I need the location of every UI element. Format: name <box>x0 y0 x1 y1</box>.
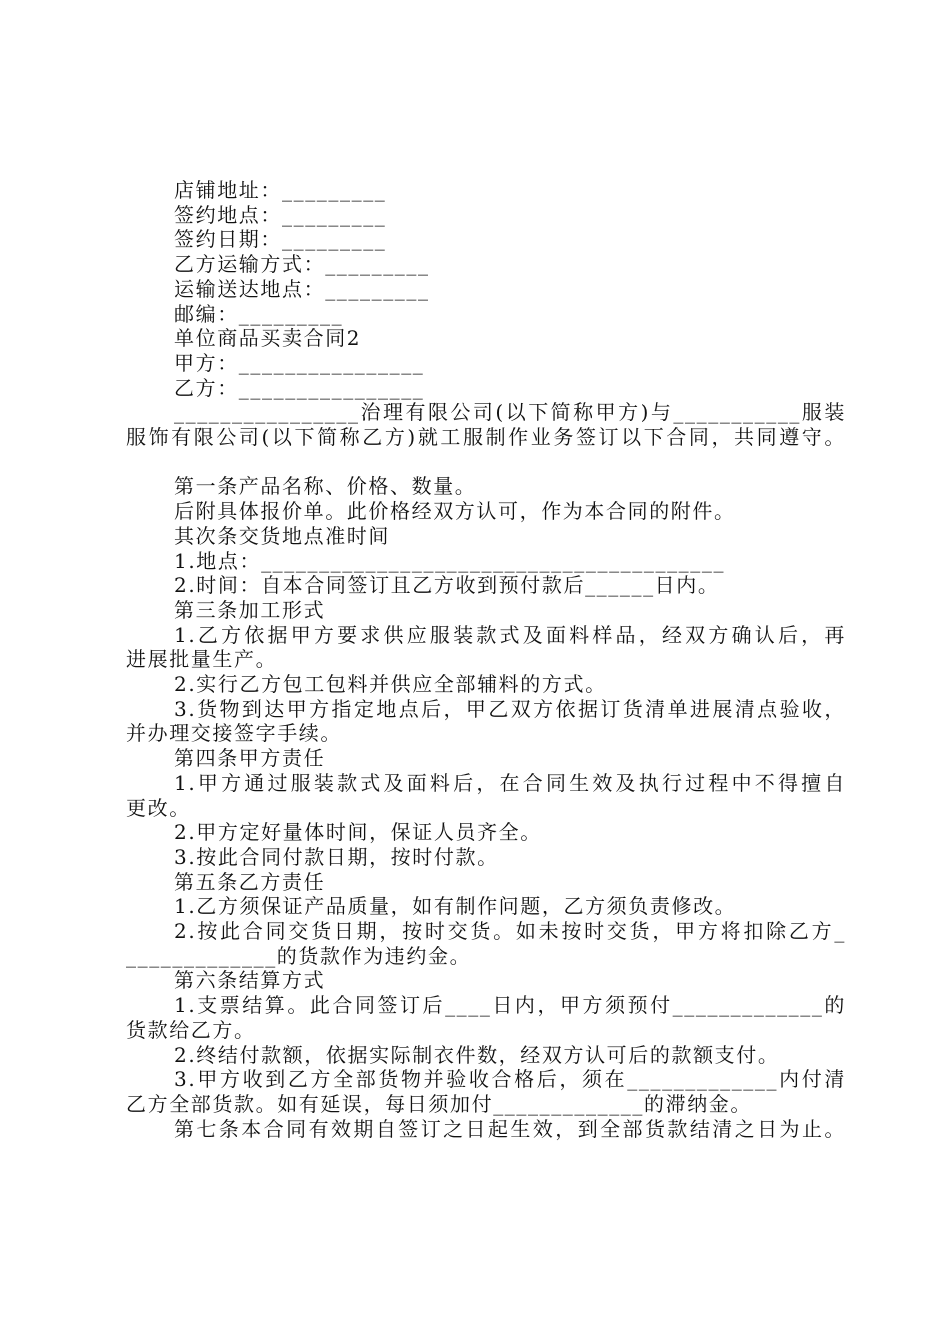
article-6-item-1-line-2: 货款给乙方。 <box>126 1017 256 1042</box>
article-3-item-1-line-2: 进展批量生产。 <box>126 647 278 672</box>
article-4-title: 第四条甲方责任 <box>174 746 326 771</box>
contract-title: 单位商品买卖合同2 <box>174 326 362 351</box>
article-3-item-1-line-1: 1.乙方依据甲方要求供应服装款式及面料样品，经双方确认后，再 <box>174 622 846 647</box>
field-postcode: 邮编：_________ <box>174 301 344 326</box>
article-5-item-2-line-1: 2.按此合同交货日期，按时交货。如未按时交货，甲方将扣除乙方_ <box>174 919 846 944</box>
article-2-place: 1.地点：________________________________________ <box>174 548 726 573</box>
intro-paragraph-line-1: ________________治理有限公司(以下简称甲方)与___________服装 <box>174 400 846 425</box>
article-6-item-3-line-2: 乙方全部货款。如有延误，每日须加付_____________的滞纳金。 <box>126 1092 752 1116</box>
article-5-title: 第五条乙方责任 <box>174 869 326 894</box>
article-1-text: 后附具体报价单。此价格经双方认可，作为本合同的附件。 <box>174 499 736 524</box>
article-3-title: 第三条加工形式 <box>174 597 326 622</box>
article-5-item-1: 1.乙方须保证产品质量，如有制作问题，乙方须负责修改。 <box>174 894 737 919</box>
contract-document <box>126 178 846 1141</box>
article-4-item-1-line-1: 1.甲方通过服装款式及面料后，在合同生效及执行过程中不得擅自 <box>174 770 846 795</box>
article-6-item-1-line-1: 1.支票结算。此合同签订后____日内，甲方须预付_____________的 <box>174 993 846 1018</box>
article-2-time: 2.时间：自本合同签订且乙方收到预付款后______日内。 <box>174 573 720 598</box>
field-signing-place: 签约地点：_________ <box>174 202 387 227</box>
intro-paragraph-line-2: 服饰有限公司(以下简称乙方)就工服制作业务签订以下合同，共同遵守。 <box>126 425 846 450</box>
field-signing-date: 签约日期：_________ <box>174 227 387 252</box>
blank-line <box>126 450 846 475</box>
article-7: 第七条本合同有效期自签订之日起生效，到全部货款结清之日为止。 <box>174 1116 846 1141</box>
article-6-title: 第六条结算方式 <box>174 968 326 993</box>
article-5-item-2-line-2: _____________的货款作为违约金。 <box>126 943 472 968</box>
party-a: 甲方：________________ <box>174 350 425 375</box>
article-1-title: 第一条产品名称、价格、数量。 <box>174 474 477 499</box>
article-6-item-2: 2.终结付款额，依据实际制衣件数，经双方认可后的款额支付。 <box>174 1042 780 1067</box>
article-4-item-1-line-2: 更改。 <box>126 795 191 820</box>
article-6-item-3-line-1: 3.甲方收到乙方全部货物并验收合格后，须在_____________内付清 <box>174 1067 846 1092</box>
article-2-title: 其次条交货地点准时间 <box>174 523 390 548</box>
field-transport-method: 乙方运输方式：_________ <box>174 252 430 277</box>
article-3-item-3-line-2: 并办理交接签字手续。 <box>126 721 342 746</box>
party-b: 乙方：________________ <box>174 375 425 400</box>
article-4-item-2: 2.甲方定好量体时间，保证人员齐全。 <box>174 820 542 845</box>
article-3-item-2: 2.实行乙方包工包料并供应全部辅料的方式。 <box>174 672 607 697</box>
field-delivery-place: 运输送达地点：_________ <box>174 276 430 301</box>
field-store-address: 店铺地址：_________ <box>174 178 387 202</box>
article-4-item-3: 3.按此合同付款日期，按时付款。 <box>174 844 499 869</box>
article-3-item-3-line-1: 3.货物到达甲方指定地点后，甲乙双方依据订货清单进展清点验收， <box>174 696 846 721</box>
